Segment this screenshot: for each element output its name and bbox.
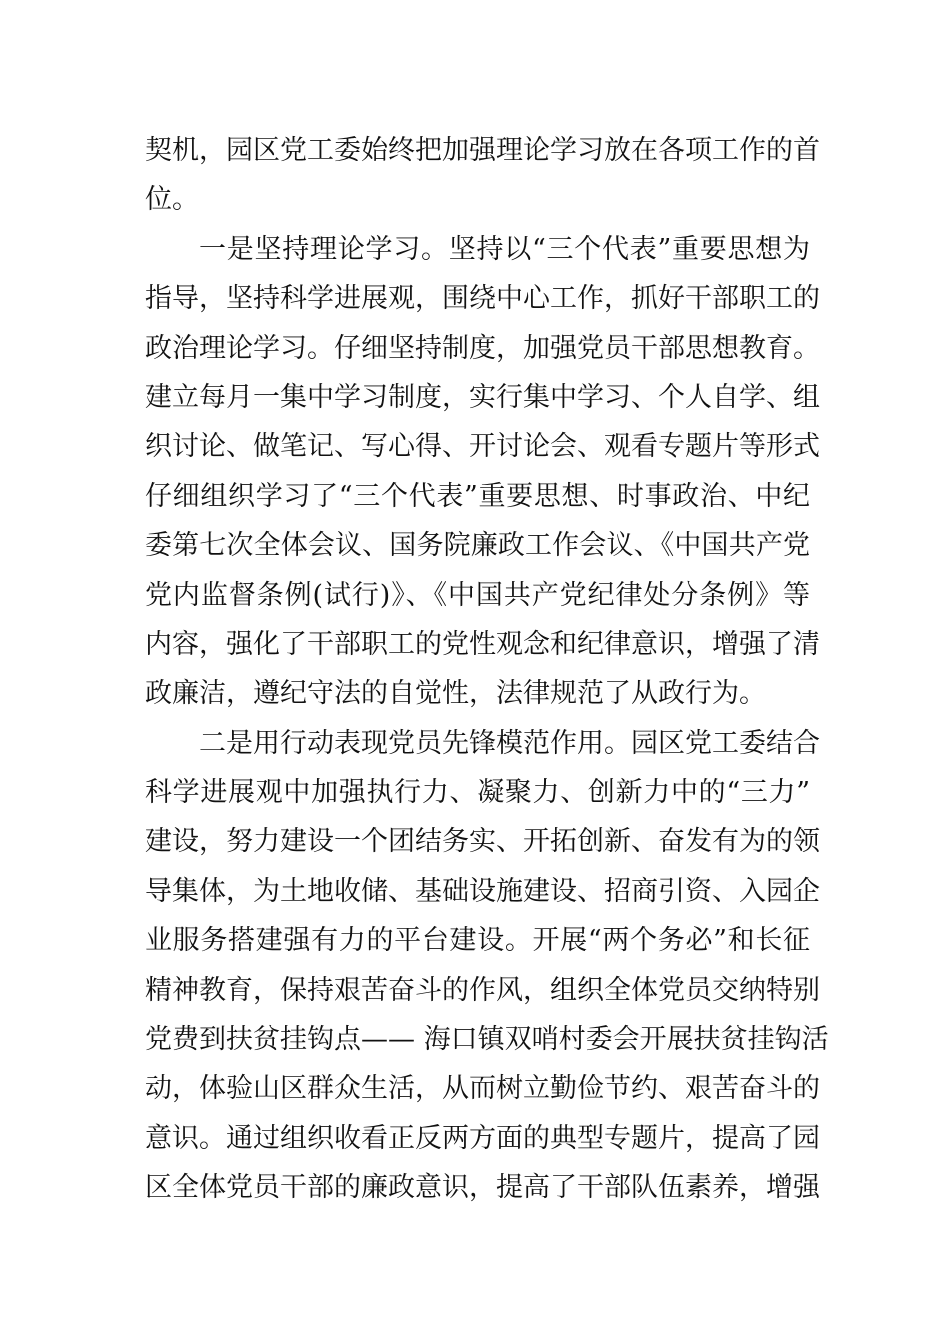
text-line: 区全体党员干部的廉政意识，提高了干部队伍素养，增强 xyxy=(145,1172,820,1204)
text-line: 政治理论学习。仔细坚持制度，加强党员干部思想教育。 xyxy=(145,332,820,364)
text-line: 业服务搭建强有力的平台建设。开展“两个务必”和长征 xyxy=(145,925,810,957)
text-line: 二是用行动表现党员先锋模范作用。园区党工委结合 xyxy=(199,727,820,759)
text-line: 党费到扶贫挂钩点—— 海口镇双哨村委会开展扶贫挂钩活 xyxy=(145,1024,829,1056)
text-line: 动，体验山区群众生活，从而树立勤俭节约、艰苦奋斗的 xyxy=(145,1073,820,1105)
text-line: 指导，坚持科学进展观，围绕中心工作，抓好干部职工的 xyxy=(145,283,820,315)
text-line: 一是坚持理论学习。坚持以“三个代表”重要思想为 xyxy=(199,233,810,265)
text-line: 织讨论、做笔记、写心得、开讨论会、观看专题片等形式 xyxy=(145,431,820,463)
text-line: 建设，努力建设一个团结务实、开拓创新、奋发有为的领 xyxy=(145,826,820,858)
text-line: 科学进展观中加强执行力、凝聚力、创新力中的“三力” xyxy=(145,777,810,809)
text-line: 导集体，为土地收储、基础设施建设、招商引资、入园企 xyxy=(145,875,820,907)
text-line: 委第七次全体会议、国务院廉政工作会议、《中国共产党 xyxy=(145,530,810,562)
text-line: 政廉洁，遵纪守法的自觉性，法律规范了从政行为。 xyxy=(145,678,766,710)
text-line: 内容，强化了干部职工的党性观念和纪律意识，增强了清 xyxy=(145,628,820,660)
text-line: 建立每月一集中学习制度，实行集中学习、个人自学、组 xyxy=(145,381,820,413)
text-line: 仔细组织学习了“三个代表”重要思想、时事政治、中纪 xyxy=(145,480,810,512)
text-line: 意识。通过组织收看正反两方面的典型专题片，提高了园 xyxy=(145,1122,820,1154)
text-line: 精神教育，保持艰苦奋斗的作风，组织全体党员交纳特别 xyxy=(145,974,820,1006)
text-line: 契机，园区党工委始终把加强理论学习放在各项工作的首 xyxy=(145,135,820,166)
text-line: 位。 xyxy=(145,184,199,216)
body-text xyxy=(145,126,829,1213)
text-line: 党内监督条例(试行)》、《中国共产党纪律处分条例》等 xyxy=(145,579,810,611)
